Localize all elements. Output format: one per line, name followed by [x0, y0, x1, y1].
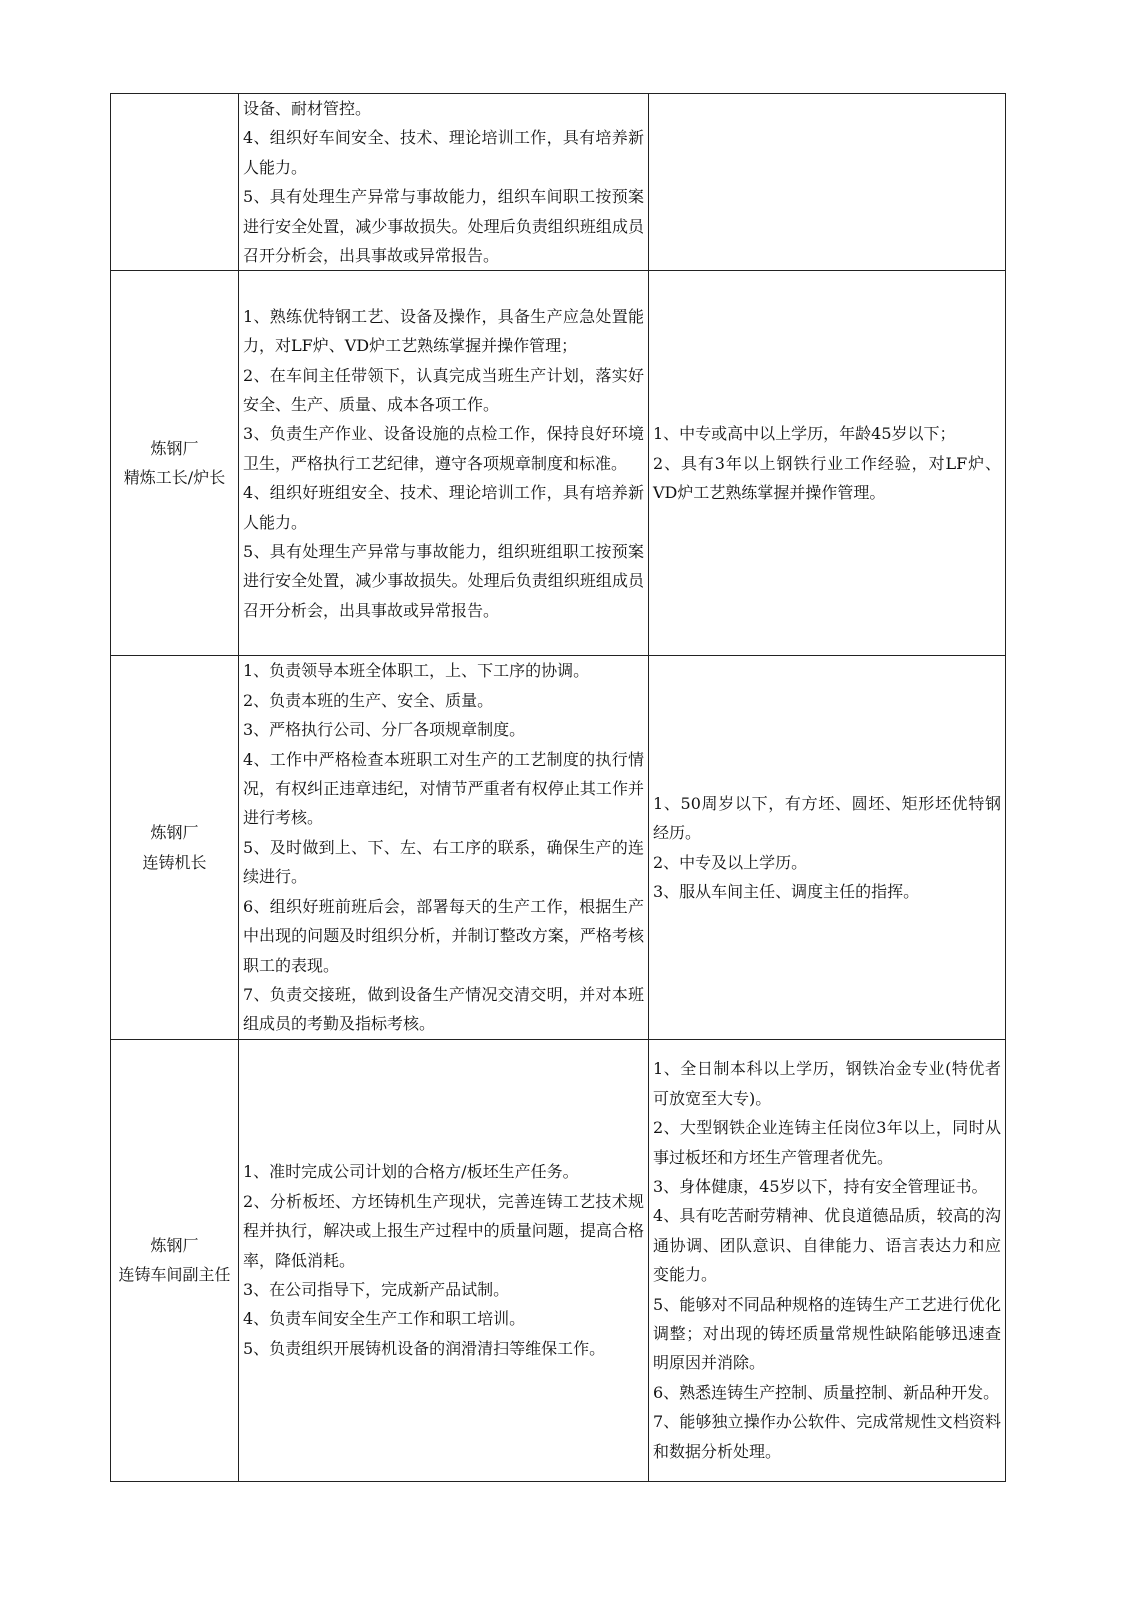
- duty-item: 1、准时完成公司计划的合格方/板坯生产任务。: [243, 1162, 579, 1182]
- requirement-item: 2、具有3年以上钢铁行业工作经验，对LF炉、VD炉工艺熟练掌握并操作管理。: [653, 453, 1001, 503]
- duty-item: 2、在车间主任带领下，认真完成当班生产计划，落实好安全、生产、质量、成本各项工作。: [243, 365, 644, 414]
- duty-item: 3、严格执行公司、分厂各项规章制度。: [243, 720, 526, 740]
- requirement-item: 3、身体健康，45岁以下，持有安全管理证书。: [653, 1177, 988, 1196]
- position-department: 炼钢厂: [150, 1235, 199, 1255]
- duties-cell: [239, 656, 649, 1039]
- duty-item: 6、组织好班前班后会，部署每天的生产工作，根据生产中出现的问题及时组织分析，并制订整改方案，严格考核职工的表现。: [243, 896, 644, 975]
- position-cell: [111, 1039, 239, 1481]
- requirement-item: 6、熟悉连铸生产控制、质量控制、新品种开发。: [653, 1382, 1000, 1402]
- table-row: [111, 94, 1006, 271]
- requirement-item: 2、中专及以上学历。: [653, 852, 808, 872]
- duty-item: 7、负责交接班，做到设备生产情况交清交明，并对本班组成员的考勤及指标考核。: [243, 984, 644, 1034]
- requirements-cell: [649, 1039, 1006, 1481]
- duties-cell: [239, 1039, 649, 1481]
- duty-item: 设备、耐材管控。: [243, 99, 372, 118]
- job-requirements-table: [110, 93, 1006, 1482]
- duty-item: 2、负责本班的生产、安全、质量。: [243, 690, 494, 710]
- duty-item: 4、组织好班组安全、技术、理论培训工作，具有培养新人能力。: [243, 483, 644, 532]
- requirements-cell: [649, 94, 1006, 271]
- duty-item: 1、熟练优特钢工艺、设备及操作，具备生产应急处置能力，对LF炉、VD炉工艺熟练掌握并操作管理；: [243, 306, 644, 356]
- position-department: 炼钢厂: [150, 823, 199, 843]
- duty-item: 5、及时做到上、下、左、右工序的联系，确保生产的连续进行。: [243, 837, 644, 887]
- table-row: [111, 656, 1006, 1039]
- position-title: 连铸机长: [142, 852, 207, 872]
- position-cell: [111, 271, 239, 656]
- position-title: 精炼工长/炉长: [123, 468, 226, 488]
- duty-item: 3、在公司指导下，完成新产品试制。: [243, 1279, 510, 1299]
- requirements-cell: [649, 656, 1006, 1039]
- duty-item: 4、组织好车间安全、技术、理论培训工作，具有培养新人能力。: [243, 128, 644, 177]
- duties-cell: [239, 271, 649, 656]
- duty-item: 1、负责领导本班全体职工，上、下工序的协调。: [243, 661, 590, 681]
- requirement-item: 4、具有吃苦耐劳精神、优良道德品质，较高的沟通协调、团队意识、自律能力、语言表达力和应变能力。: [653, 1206, 1001, 1285]
- duty-item: 4、负责车间安全生产工作和职工培训。: [243, 1309, 526, 1329]
- duty-item: 3、负责生产作业、设备设施的点检工作，保持良好环境卫生，严格执行工艺纪律，遵守各项规章制度和标准。: [243, 424, 644, 473]
- requirement-item: 1、50周岁以下，有方坯、圆坯、矩形坯优特钢经历。: [653, 793, 1001, 843]
- requirements-cell: [649, 271, 1006, 656]
- position-department: 炼钢厂: [150, 439, 199, 459]
- requirement-item: 3、服从车间主任、调度主任的指挥。: [653, 881, 920, 901]
- duty-item: 5、具有处理生产异常与事故能力，组织班组职工按预案进行安全处置，减少事故损失。处理后负责组织班组成员召开分析会，出具事故或异常报告。: [243, 541, 644, 620]
- position-cell: [111, 656, 239, 1039]
- requirement-item: 1、全日制本科以上学历，钢铁冶金专业(特优者可放宽至大专)。: [653, 1059, 1001, 1108]
- duty-item: 4、工作中严格检查本班职工对生产的工艺制度的执行情况，有权纠正违章违纪，对情节严重者有权停止其工作并进行考核。: [243, 749, 644, 828]
- position-title: 连铸车间副主任: [118, 1265, 231, 1285]
- requirement-item: 5、能够对不同品种规格的连铸生产工艺进行优化调整；对出现的铸坯质量常规性缺陷能够迅速查明原因并消除。: [653, 1294, 1001, 1373]
- requirement-item: 2、大型钢铁企业连铸主任岗位3年以上，同时从事过板坯和方坯生产管理者优先。: [653, 1118, 1001, 1167]
- table-row: [111, 271, 1006, 656]
- duty-item: 5、具有处理生产异常与事故能力，组织车间职工按预案进行安全处置，减少事故损失。处理后负责组织班组成员召开分析会，出具事故或异常报告。: [243, 187, 644, 266]
- table-row: [111, 1039, 1006, 1481]
- duties-cell: [239, 94, 649, 271]
- duty-item: 5、负责组织开展铸机设备的润滑清扫等维保工作。: [243, 1338, 606, 1358]
- position-cell: [111, 94, 239, 271]
- requirement-item: 1、中专或高中以上学历，年龄45岁以下；: [653, 424, 956, 444]
- requirement-item: 7、能够独立操作办公软件、完成常规性文档资料和数据分析处理。: [653, 1412, 1001, 1461]
- duty-item: 2、分析板坯、方坯铸机生产现状，完善连铸工艺技术规程并执行，解决或上报生产过程中的质量问题，提高合格率，降低消耗。: [243, 1191, 644, 1270]
